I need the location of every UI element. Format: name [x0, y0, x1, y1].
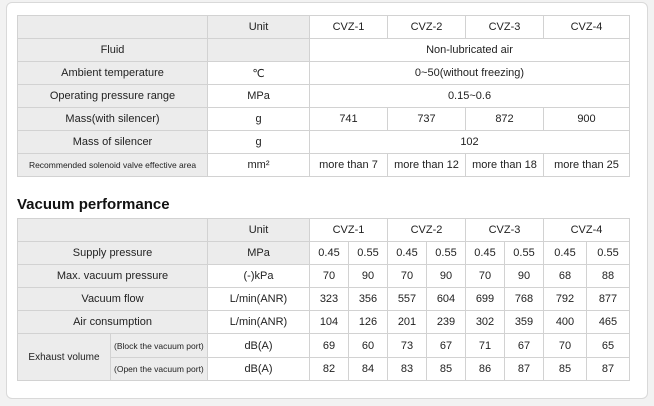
- row-value: 356: [349, 288, 388, 311]
- row-label: Fluid: [18, 39, 208, 62]
- row-value: 604: [427, 288, 466, 311]
- model-header: CVZ-2: [388, 16, 466, 39]
- vacuum-row-vacuum-flow: [18, 288, 630, 311]
- spec-table: [17, 15, 630, 177]
- row-unit: [208, 39, 310, 62]
- row-value: 85: [427, 357, 466, 380]
- row-unit: g: [208, 131, 310, 154]
- spec-row-mass: [18, 108, 630, 131]
- row-value: 872: [466, 108, 544, 131]
- row-unit: ℃: [208, 62, 310, 85]
- row-value: 71: [466, 334, 505, 357]
- spec-row-effective-area: [18, 154, 630, 177]
- row-label: Operating pressure range: [18, 85, 208, 108]
- row-value: more than 18: [466, 154, 544, 177]
- row-value: 60: [349, 334, 388, 357]
- row-value: 0.55: [587, 242, 630, 265]
- row-label: Vacuum flow: [18, 288, 208, 311]
- row-value: 400: [544, 311, 587, 334]
- row-value: 0.15~0.6: [310, 85, 630, 108]
- row-value: 104: [310, 311, 349, 334]
- vacuum-performance-table: [17, 218, 630, 381]
- row-value: 86: [466, 357, 505, 380]
- row-label: Max. vacuum pressure: [18, 265, 208, 288]
- model-header: CVZ-1: [310, 219, 388, 242]
- corner-cell: [18, 219, 208, 242]
- row-value: 102: [310, 131, 630, 154]
- row-sublabel: (Block the vacuum port): [111, 334, 208, 357]
- row-unit: L/min(ANR): [208, 288, 310, 311]
- row-value: 0.55: [427, 242, 466, 265]
- row-unit: MPa: [208, 242, 310, 265]
- row-unit: dB(A): [208, 334, 310, 357]
- row-value: 73: [388, 334, 427, 357]
- row-value: 68: [544, 265, 587, 288]
- row-label: Mass of silencer: [18, 131, 208, 154]
- spec-row-fluid: [18, 39, 630, 62]
- row-value: 0.45: [466, 242, 505, 265]
- row-value: more than 12: [388, 154, 466, 177]
- spec-row-operating-pressure: [18, 85, 630, 108]
- row-value: 83: [388, 357, 427, 380]
- row-value: more than 7: [310, 154, 388, 177]
- row-value: 88: [587, 265, 630, 288]
- row-unit: g: [208, 108, 310, 131]
- row-value: 90: [505, 265, 544, 288]
- row-value: 67: [505, 334, 544, 357]
- row-value: 900: [544, 108, 630, 131]
- row-label: Air consumption: [18, 311, 208, 334]
- row-label: Ambient temperature: [18, 62, 208, 85]
- row-value: 70: [466, 265, 505, 288]
- row-value: 70: [310, 265, 349, 288]
- spec-row-silencer-mass: [18, 131, 630, 154]
- row-value: 0~50(without freezing): [310, 62, 630, 85]
- row-value: 768: [505, 288, 544, 311]
- row-value: 465: [587, 311, 630, 334]
- row-value: 359: [505, 311, 544, 334]
- row-label: Mass(with silencer): [18, 108, 208, 131]
- row-value: 323: [310, 288, 349, 311]
- row-value: 70: [388, 265, 427, 288]
- vacuum-row-exhaust-block: [18, 334, 630, 357]
- row-value: 557: [388, 288, 427, 311]
- row-sublabel: (Open the vacuum port): [111, 357, 208, 380]
- exhaust-volume-label: Exhaust volume: [18, 334, 111, 380]
- spec-row-ambient-temperature: [18, 62, 630, 85]
- row-value: 239: [427, 311, 466, 334]
- row-value: 84: [349, 357, 388, 380]
- row-unit: MPa: [208, 85, 310, 108]
- vacuum-row-supply-pressure: [18, 242, 630, 265]
- row-label: Supply pressure: [18, 242, 208, 265]
- row-value: 90: [427, 265, 466, 288]
- row-value: 126: [349, 311, 388, 334]
- vacuum-header-row: [18, 219, 630, 242]
- row-value: 87: [505, 357, 544, 380]
- spec-header-row: [18, 16, 630, 39]
- row-value: 82: [310, 357, 349, 380]
- row-value: 302: [466, 311, 505, 334]
- row-unit: dB(A): [208, 357, 310, 380]
- row-value: 699: [466, 288, 505, 311]
- row-value: 65: [587, 334, 630, 357]
- row-value: 67: [427, 334, 466, 357]
- row-value: more than 25: [544, 154, 630, 177]
- row-value: Non-lubricated air: [310, 39, 630, 62]
- row-unit: (-)kPa: [208, 265, 310, 288]
- row-value: 90: [349, 265, 388, 288]
- unit-header: Unit: [208, 16, 310, 39]
- row-value: 69: [310, 334, 349, 357]
- row-value: 87: [587, 357, 630, 380]
- row-value: 741: [310, 108, 388, 131]
- vacuum-row-max-vacuum-pressure: [18, 265, 630, 288]
- row-value: 0.45: [310, 242, 349, 265]
- row-unit: mm²: [208, 154, 310, 177]
- row-unit: L/min(ANR): [208, 311, 310, 334]
- row-value: 877: [587, 288, 630, 311]
- row-value: 737: [388, 108, 466, 131]
- row-value: 0.45: [388, 242, 427, 265]
- model-header: CVZ-3: [466, 219, 544, 242]
- model-header: CVZ-1: [310, 16, 388, 39]
- row-label: Recommended solenoid valve effective area: [18, 154, 208, 177]
- row-value: 70: [544, 334, 587, 357]
- row-value: 85: [544, 357, 587, 380]
- row-value: 0.55: [349, 242, 388, 265]
- corner-cell: [18, 16, 208, 39]
- model-header: CVZ-3: [466, 16, 544, 39]
- model-header: CVZ-4: [544, 16, 630, 39]
- row-value: 0.55: [505, 242, 544, 265]
- model-header: CVZ-2: [388, 219, 466, 242]
- unit-header: Unit: [208, 219, 310, 242]
- row-value: 0.45: [544, 242, 587, 265]
- row-value: 792: [544, 288, 587, 311]
- model-header: CVZ-4: [544, 219, 630, 242]
- vacuum-row-air-consumption: [18, 311, 630, 334]
- section-title: Vacuum performance: [17, 196, 170, 213]
- row-value: 201: [388, 311, 427, 334]
